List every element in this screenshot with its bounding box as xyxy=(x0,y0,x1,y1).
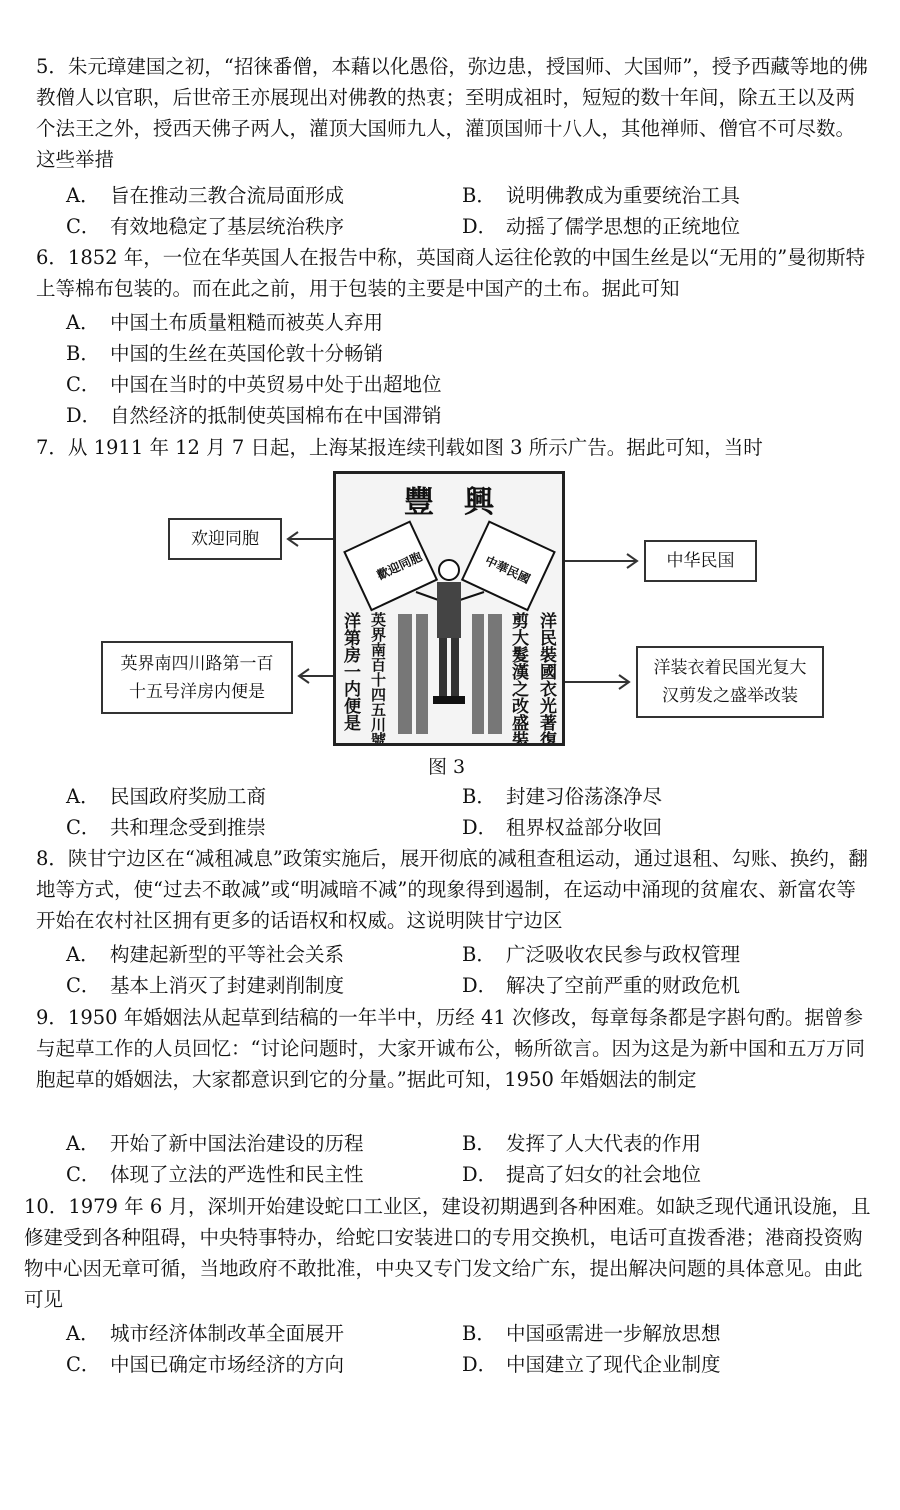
question-8 xyxy=(36,843,872,936)
question-number: 10． xyxy=(24,1195,69,1218)
option-a[interactable]: A． 开始了新中国法治建设的历程 xyxy=(66,1132,364,1155)
question-number: 5． xyxy=(36,55,68,78)
ad-col-right-1: 剪大髮漢之改盛裝舉 xyxy=(508,612,528,743)
option-c[interactable]: C． 共和理念受到推崇 xyxy=(66,816,267,839)
advertisement-image xyxy=(333,471,565,746)
option-b[interactable]: B． 说明佛教成为重要统治工具 xyxy=(462,184,741,207)
option-c[interactable]: C． 中国在当时的中英贸易中处于出超地位 xyxy=(66,373,442,396)
option-a[interactable]: A． 城市经济体制改革全面展开 xyxy=(66,1322,345,1345)
ad-col-right-2: 洋民裝國衣光著復 xyxy=(536,612,556,743)
option-a[interactable]: A． 中国土布质量粗糙而被英人弃用 xyxy=(66,311,384,334)
figure-caption: 图 3 xyxy=(428,756,466,778)
option-c[interactable]: C． 基本上消灭了封建剥削制度 xyxy=(66,974,345,997)
option-b[interactable]: B． 中国亟需进一步解放思想 xyxy=(462,1322,721,1345)
label-welcome: 欢迎同胞 xyxy=(168,518,282,560)
option-d[interactable]: D． 解决了空前严重的财政危机 xyxy=(462,974,741,997)
question-10 xyxy=(24,1191,872,1315)
option-d[interactable]: D． 租界权益部分收回 xyxy=(462,816,663,839)
flag-right-text: 中華民國 xyxy=(482,553,533,587)
option-c[interactable]: C． 中国已确定市场经济的方向 xyxy=(66,1353,345,1376)
ad-col-left-2: 英界南百十四五川號路 xyxy=(369,612,387,743)
question-stem: 陕甘宁边区在“减租减息”政策实施后，展开彻底的减租查租运动，通过退租、勾账、换约，翻地等方式，使“过去不敢减”或“明减暗不减”的现象得到遏制，在运动中涌现的贫雇农、新富农等开始在农村社区拥有更多的话语权和权威。这说明陕甘宁边区 xyxy=(36,847,868,932)
ad-title: 豐 興 xyxy=(404,485,494,520)
label-republic: 中华民国 xyxy=(644,540,757,582)
label-address: 英界南四川路第一百十五号洋房内便是 xyxy=(101,641,293,714)
flag-left-text: 歡迎同胞 xyxy=(374,549,425,583)
option-d[interactable]: D． 中国建立了现代企业制度 xyxy=(462,1353,721,1376)
question-9 xyxy=(36,1002,872,1095)
ad-col-left-1: 洋第房一内便是 xyxy=(340,612,360,731)
option-b[interactable]: B． 中国的生丝在英国伦敦十分畅销 xyxy=(66,342,384,365)
question-stem: 从 1911 年 12 月 7 日起，上海某报连续刊载如图 3 所示广告。据此可知，当时 xyxy=(67,436,763,459)
question-stem: 1852 年，一位在华英国人在报告中称，英国商人运往伦敦的中国生丝是以“无用的”曼彻斯特上等棉布包装的。而在此之前，用于包装的主要是中国产的土布。据此可知 xyxy=(36,246,866,300)
option-d[interactable]: D． 动摇了儒学思想的正统地位 xyxy=(462,215,741,238)
question-number: 6． xyxy=(36,246,68,269)
question-number: 9． xyxy=(36,1006,68,1029)
option-c[interactable]: C． 有效地稳定了基层统治秩序 xyxy=(66,215,345,238)
option-d[interactable]: D． 提高了妇女的社会地位 xyxy=(462,1163,702,1186)
question-number: 8． xyxy=(36,847,68,870)
option-b[interactable]: B． 广泛吸收农民参与政权管理 xyxy=(462,943,741,966)
question-stem: 1979 年 6 月，深圳开始建设蛇口工业区，建设初期遇到各种困难。如缺乏现代通讯设施，且修建受到各种阻碍，中央特事特办，给蛇口安装进口的专用交换机，电话可直拨香港；港商投资购物中心因无章可循，当地政府不敢批准，中央又专门发文给广东，提出解决问题的具体意见。由此可见 xyxy=(24,1195,871,1311)
option-d[interactable]: D． 自然经济的抵制使英国棉布在中国滞销 xyxy=(66,404,442,427)
option-c[interactable]: C． 体现了立法的严选性和民主性 xyxy=(66,1163,364,1186)
question-stem: 朱元璋建国之初，“招徕番僧，本藉以化愚俗，弥边患，授国师、大国师”，授予西藏等地的佛教僧人以官职，后世帝王亦展现出对佛教的热衷；至明成祖时，短短的数十年间，除五王以及两个法王之外，授西天佛子两人，灌顶大国师九人，灌顶国师十八人，其他禅师、僧官不可尽数。这些举措 xyxy=(36,55,868,171)
option-b[interactable]: B． 封建习俗荡涤净尽 xyxy=(462,785,663,808)
advertisement-drawing xyxy=(336,474,562,743)
question-stem: 1950 年婚姻法从起草到结稿的一年半中，历经 41 次修改，每章每条都是字斟句酌。据曾参与起草工作的人员回忆：“讨论问题时，大家开诚布公，畅所欲言。因为这是为新中国和五万万同胞起草的婚姻法，大家都意识到它的分量。”据此可知，1950 年婚姻法的制定 xyxy=(36,1006,865,1091)
option-b[interactable]: B． 发挥了人大代表的作用 xyxy=(462,1132,702,1155)
label-suit: 洋装衣着民国光复大汉剪发之盛举改装 xyxy=(636,646,824,718)
option-a[interactable]: A． 构建起新型的平等社会关系 xyxy=(66,943,345,966)
question-number: 7． xyxy=(36,436,68,459)
option-a[interactable]: A． 旨在推动三教合流局面形成 xyxy=(66,184,345,207)
option-a[interactable]: A． 民国政府奖励工商 xyxy=(66,785,267,808)
